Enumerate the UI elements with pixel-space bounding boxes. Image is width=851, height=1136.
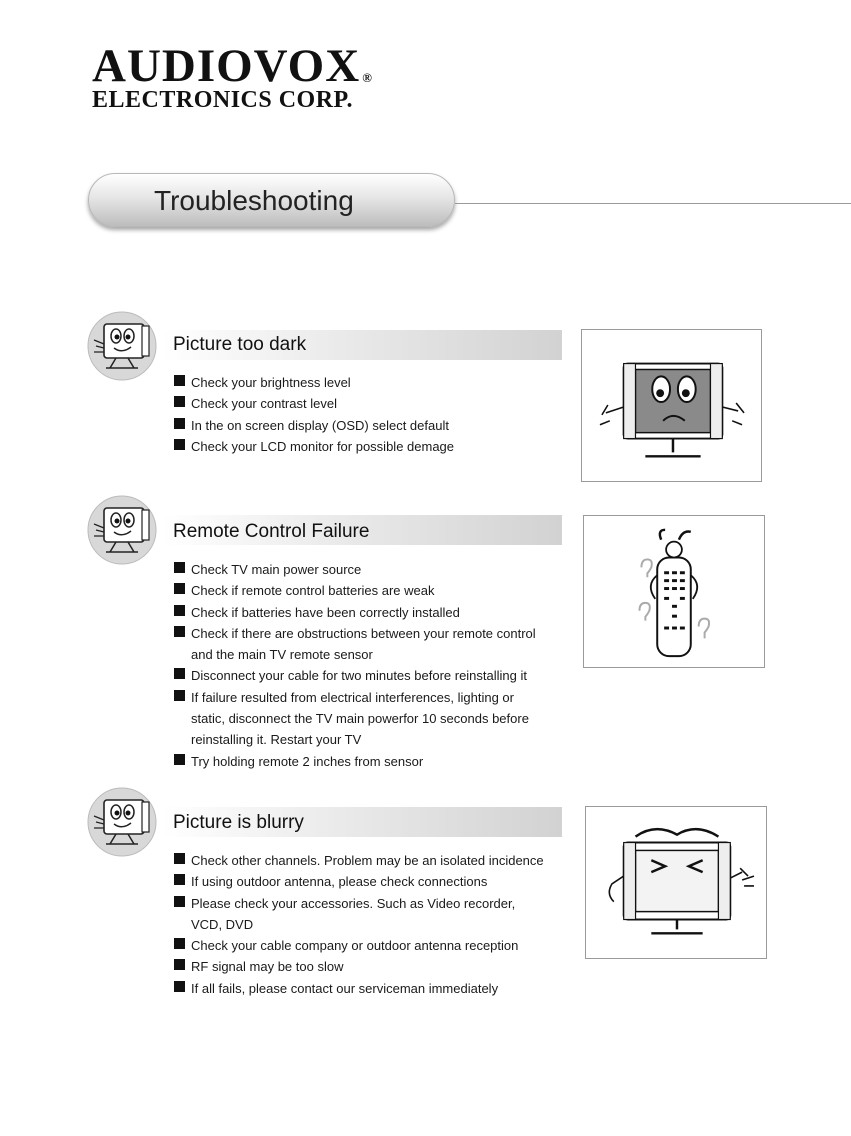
list-item: Check your brightness level <box>174 372 454 393</box>
section-title: Picture too dark <box>173 334 307 355</box>
tv-mascot-icon <box>86 494 158 566</box>
sad-tv-illustration <box>581 329 762 482</box>
page-title: Troubleshooting <box>154 185 354 216</box>
list-item: Please check your accessories. Such as Video recorder, VCD, DVD <box>174 893 544 936</box>
list-item: If using outdoor antenna, please check connections <box>174 871 544 892</box>
company-logo <box>92 40 373 112</box>
list-item: Check your LCD monitor for possible demage <box>174 436 454 457</box>
list-item: If all fails, please contact our serviceman immediately <box>174 978 544 999</box>
section-title: Remote Control Failure <box>173 521 370 542</box>
checklist <box>174 372 454 457</box>
list-item: In the on screen display (OSD) select default <box>174 415 454 436</box>
checklist <box>174 559 536 772</box>
registered-mark: ® <box>362 70 373 85</box>
list-item: Check TV main power source <box>174 559 536 580</box>
squinting-tv-illustration <box>585 806 767 959</box>
logo-brand: AUDIOVOX <box>92 40 361 92</box>
list-item: RF signal may be too slow <box>174 956 544 977</box>
checklist <box>174 850 544 999</box>
tv-mascot-icon <box>86 310 158 382</box>
title-divider <box>455 203 851 204</box>
list-item: If failure resulted from electrical interferences, lighting or static, disconnect the TV main powerfor 10 seconds before reinstalling it. Restart your TV <box>174 687 536 751</box>
logo-subtitle: ELECTRONICS CORP. <box>92 87 354 113</box>
list-item: Try holding remote 2 inches from sensor <box>174 751 536 772</box>
list-item: Disconnect your cable for two minutes before reinstalling it <box>174 665 536 686</box>
list-item: Check your contrast level <box>174 393 454 414</box>
section-title: Picture is blurry <box>173 812 304 833</box>
list-item: Check if there are obstructions between your remote control and the main TV remote sensor <box>174 623 536 666</box>
list-item: Check if batteries have been correctly installed <box>174 602 536 623</box>
confused-remote-illustration <box>583 515 765 668</box>
list-item: Check your cable company or outdoor antenna reception <box>174 935 544 956</box>
list-item: Check if remote control batteries are weak <box>174 580 536 601</box>
list-item: Check other channels. Problem may be an isolated incidence <box>174 850 544 871</box>
tv-mascot-icon <box>86 786 158 858</box>
